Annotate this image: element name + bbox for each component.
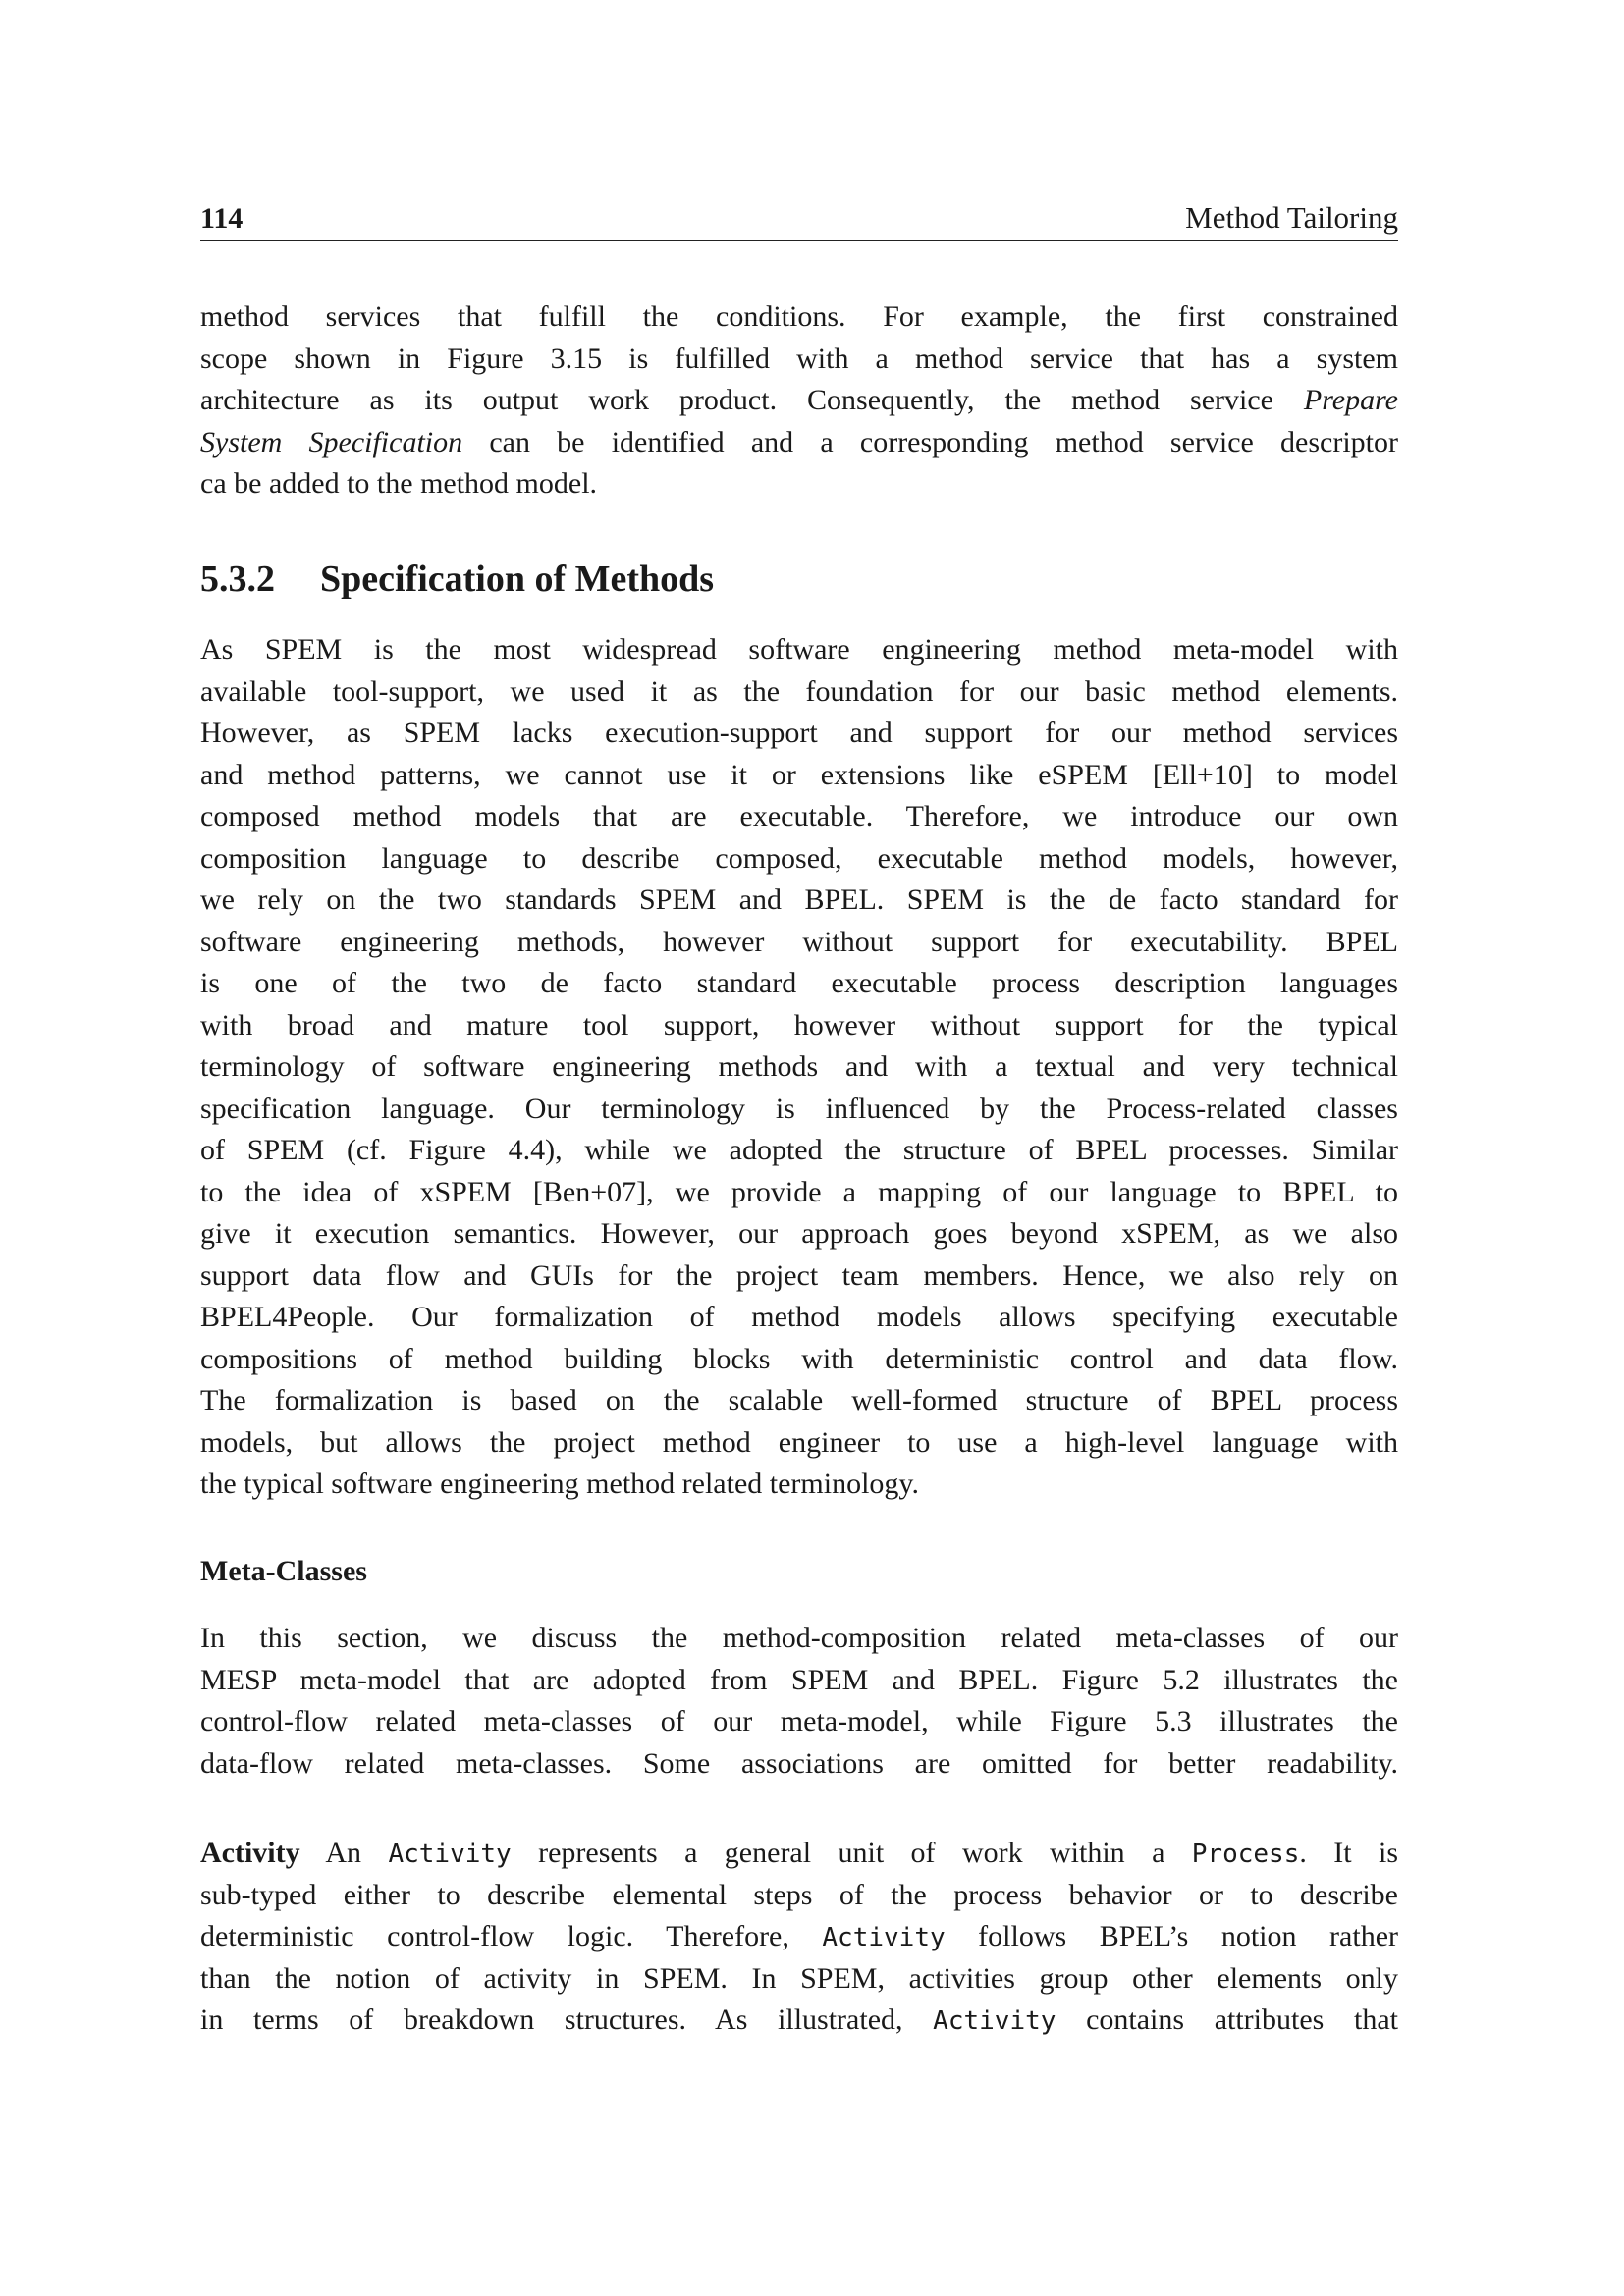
text-segment: models, but allows the project method engineer to use a high-level language with xyxy=(200,1425,1398,1459)
text-line xyxy=(200,1660,1398,1702)
text-segment: and method patterns, we cannot use it or extensions like eSPEM [Ell+10] to model xyxy=(200,758,1398,791)
text-segment: In this section, we discuss the method-composition related meta-classes of our xyxy=(200,1622,1398,1654)
code-term: Activity xyxy=(822,1923,946,1952)
section-number: 5.3.2 xyxy=(200,559,275,600)
text-line xyxy=(200,1130,1398,1172)
text-segment: in terms of breakdown structures. As illustrated, xyxy=(200,2003,934,2036)
text-line xyxy=(200,422,1398,464)
text-segment: can be identified and a corresponding method service descriptor xyxy=(462,425,1399,458)
text-line xyxy=(200,380,1398,422)
text-segment: data-flow related meta-classes. Some associations are omitted for better readability. xyxy=(200,1746,1398,1780)
text-line xyxy=(200,713,1398,755)
running-header xyxy=(200,196,1398,241)
paragraph-activity xyxy=(200,1833,1398,2042)
text-line xyxy=(200,296,1398,339)
text-segment: method services that fulfill the conditions. For example, the first constrained xyxy=(200,300,1398,333)
text-line xyxy=(200,1005,1398,1047)
text-line xyxy=(200,1046,1398,1089)
subheading-meta-classes: Meta-Classes xyxy=(200,1555,367,1587)
text-line xyxy=(200,963,1398,1005)
text-line xyxy=(200,838,1398,881)
text-line xyxy=(200,1089,1398,1131)
section-heading xyxy=(200,558,714,601)
text-line xyxy=(200,796,1398,838)
text-segment: the typical software engineering method related terminology. xyxy=(200,1468,919,1500)
code-term: Activity xyxy=(388,1840,512,1869)
text-segment: is one of the two de facto standard executable process description languages xyxy=(200,967,1398,999)
text-segment: architecture as its output work product. Consequently, the method service xyxy=(200,384,1304,416)
text-line xyxy=(200,1297,1398,1339)
text-segment: with broad and mature tool support, however without support for the typical xyxy=(200,1008,1398,1041)
text-line xyxy=(200,1380,1398,1422)
code-term: Process xyxy=(1191,1840,1300,1869)
text-segment: we rely on the two standards SPEM and BPEL. SPEM is the de facto standard for xyxy=(200,883,1398,916)
text-segment: As SPEM is the most widespread software engineering method meta-model with xyxy=(200,633,1398,666)
section-title: Specification of Methods xyxy=(320,559,715,600)
text-line xyxy=(200,755,1398,797)
text-line xyxy=(200,1618,1398,1660)
text-line xyxy=(200,1958,1398,2001)
text-line xyxy=(200,1916,1398,1958)
paragraph-intro xyxy=(200,296,1398,506)
text-line xyxy=(200,463,1398,506)
text-segment: The formalization is based on the scalable well-formed structure of BPEL process xyxy=(200,1384,1398,1416)
italic-term: System Specification xyxy=(200,425,463,458)
text-segment: software engineering methods, however without support for executability. BPEL xyxy=(200,925,1398,958)
text-line xyxy=(200,1743,1398,1786)
text-line xyxy=(200,671,1398,714)
paragraph-meta-classes xyxy=(200,1618,1398,1785)
text-segment: of SPEM (cf. Figure 4.4), while we adopted the structure of BPEL processes. Similar xyxy=(200,1134,1398,1166)
text-segment: deterministic control-flow logic. Therefore, xyxy=(200,1920,823,1952)
text-line xyxy=(200,1213,1398,1255)
text-line xyxy=(200,1833,1398,1875)
text-segment: specification language. Our terminology is influenced by the Process-related classes xyxy=(200,1092,1398,1125)
text-segment: give it execution semantics. However, our approach goes beyond xSPEM, as we also xyxy=(200,1217,1398,1250)
text-segment: support data flow and GUIs for the project team members. Hence, we also rely on xyxy=(200,1258,1398,1292)
text-segment: ca be added to the method model. xyxy=(200,467,598,500)
italic-term: Prepare xyxy=(1303,384,1398,416)
text-line xyxy=(200,2000,1398,2042)
text-segment: to the idea of xSPEM [Ben+07], we provide a mapping of our language to BPEL to xyxy=(200,1175,1398,1208)
code-term: Activity xyxy=(933,2006,1056,2036)
text-line xyxy=(200,922,1398,964)
text-segment: BPEL4People. Our formalization of method models allows specifying executable xyxy=(200,1301,1398,1333)
text-line xyxy=(200,629,1398,671)
text-line xyxy=(200,1172,1398,1214)
text-segment: available tool-support, we used it as the foundation for our basic method elements. xyxy=(200,674,1398,708)
text-segment: scope shown in Figure 3.15 is fulfilled with a method service that has a system xyxy=(200,342,1398,375)
text-segment: compositions of method building blocks with deterministic control and data flow. xyxy=(200,1342,1398,1375)
page-number: 114 xyxy=(200,202,244,235)
running-title: Method Tailoring xyxy=(1185,200,1398,235)
text-segment: . It is xyxy=(1299,1837,1398,1869)
text-segment: An xyxy=(299,1837,389,1869)
text-line xyxy=(200,1339,1398,1381)
text-segment: composed method models that are executable. Therefore, we introduce our own xyxy=(200,800,1398,832)
text-segment: composition language to describe composed, executable method models, however, xyxy=(200,841,1398,875)
text-line xyxy=(200,1422,1398,1465)
text-line xyxy=(200,1464,1398,1506)
text-line xyxy=(200,339,1398,381)
text-line xyxy=(200,1701,1398,1743)
text-segment: than the notion of activity in SPEM. In SPEM, activities group other elements only xyxy=(200,1961,1398,1995)
text-segment: MESP meta-model that are adopted from SPEM and BPEL. Figure 5.2 illustrates the xyxy=(200,1663,1398,1696)
text-segment: contains attributes that xyxy=(1056,2003,1398,2036)
paragraph-label: Activity xyxy=(200,1837,300,1869)
text-segment: terminology of software engineering methods and with a textual and very technical xyxy=(200,1050,1398,1083)
text-line xyxy=(200,880,1398,922)
text-segment: follows BPEL’s notion rather xyxy=(945,1920,1398,1952)
text-line xyxy=(200,1255,1398,1298)
text-segment: represents a general unit of work within a xyxy=(511,1837,1192,1869)
text-segment: However, as SPEM lacks execution-support and support for our method services xyxy=(200,717,1398,749)
text-line xyxy=(200,1875,1398,1917)
paragraph-specification xyxy=(200,629,1398,1506)
text-segment: control-flow related meta-classes of our meta-model, while Figure 5.3 illustrates the xyxy=(200,1705,1398,1737)
text-segment: sub-typed either to describe elemental steps of the process behavior or to describe xyxy=(200,1878,1398,1911)
